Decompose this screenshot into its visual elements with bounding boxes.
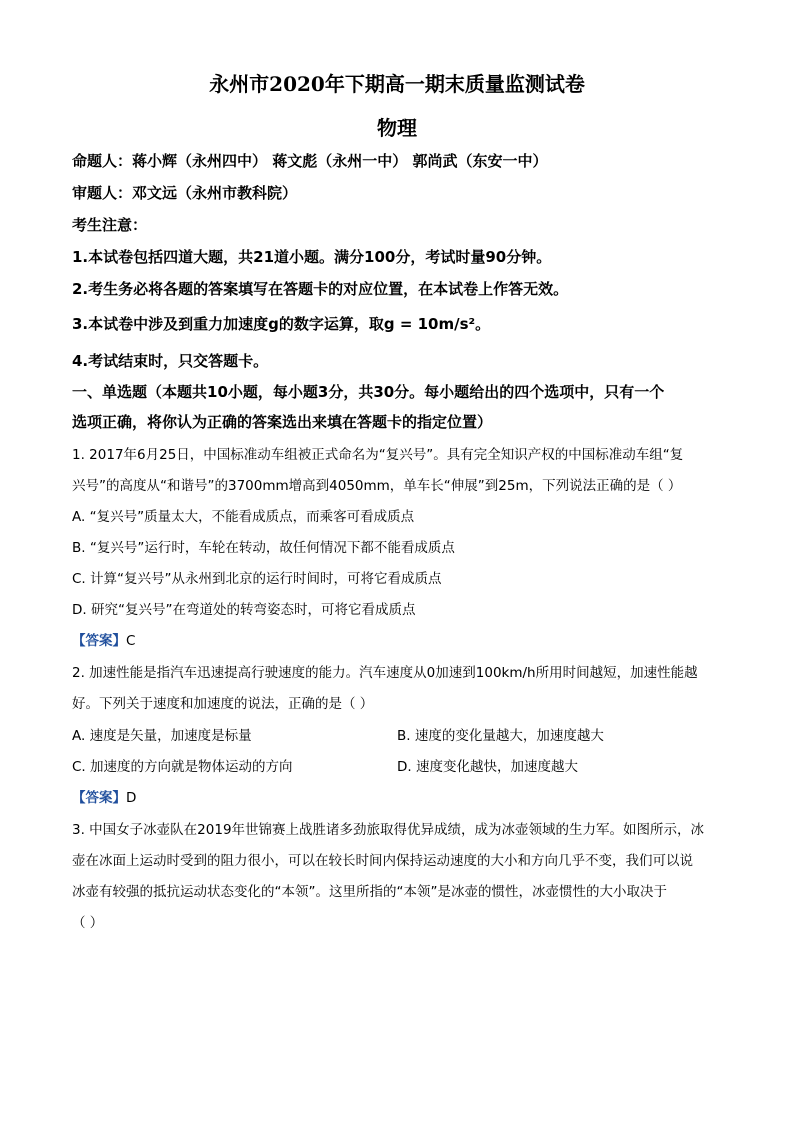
notice-item: 2.考生务必将各题的答案填写在答题卡的对应位置，在本试卷上作答无效。	[72, 280, 569, 298]
reviewer-line: 审题人：邓文远（永州市教科院）	[72, 184, 298, 202]
notice-heading: 考生注意：	[72, 216, 148, 234]
section-heading: 一、单选题（本题共10小题，每小题3分，共30分。每小题给出的四个选项中，只有一个	[72, 383, 665, 401]
subject-title: 物理	[377, 116, 417, 140]
option-b: B. “复兴号”运行时，车轮在转动，故任何情况下都不能看成质点	[72, 540, 455, 556]
writers-line: 命题人：蒋小辉（永州四中） 蒋文彪（永州一中） 郭尚武（东安一中）	[72, 152, 548, 170]
question-stem: 冰壶有较强的抵抗运动状态变化的“本领”。这里所指的“本领”是冰壶的惯性，冰壶惯性的大小取决于	[72, 884, 667, 900]
option-d: D. 研究“复兴号”在弯道处的转弯姿态时，可将它看成质点	[72, 602, 416, 618]
question-stem: 1. 2017年6月25日，中国标准动车组被正式命名为“复兴号”。具有完全知识产权的中国标准动车组“复	[72, 447, 684, 463]
answer-value: C	[126, 633, 136, 649]
section-heading: 选项正确，将你认为正确的答案选出来填在答题卡的指定位置）	[72, 413, 493, 431]
option-c: C. 加速度的方向就是物体运动的方向	[72, 759, 293, 775]
option-b: B. 速度的变化量越大，加速度越大	[397, 728, 604, 744]
answer-label: 【答案】	[72, 633, 126, 649]
option-d: D. 速度变化越快，加速度越大	[397, 759, 578, 775]
option-a: A. “复兴号”质量太大，不能看成质点，而乘客可看成质点	[72, 509, 415, 525]
answer-value: D	[126, 790, 137, 806]
option-a: A. 速度是矢量，加速度是标量	[72, 728, 252, 744]
question-stem: 好。下列关于速度和加速度的说法，正确的是（ ）	[72, 696, 374, 712]
question-stem: 3. 中国女子冰壶队在2019年世锦赛上战胜诸多劲旅取得优异成绩，成为冰壶领域的生力军。如图所示，冰	[72, 822, 705, 838]
option-c: C. 计算“复兴号”从永州到北京的运行时间时，可将它看成质点	[72, 571, 442, 587]
question-stem: 2. 加速性能是指汽车迅速提高行驶速度的能力。汽车速度从0加速到100km/h所用时间越短，加速性能越	[72, 665, 698, 681]
question-stem: 壶在冰面上运动时受到的阻力很小，可以在较长时间内保持运动速度的大小和方向几乎不变，我们可以说	[72, 853, 693, 869]
answer-line	[72, 629, 135, 649]
exam-title: 永州市2020年下期高一期末质量监测试卷	[209, 72, 585, 96]
notice-item: 3.本试卷中涉及到重力加速度g的数字运算，取g = 10m/s²。	[72, 315, 491, 333]
answer-label: 【答案】	[72, 790, 126, 806]
notice-item: 4.考试结束时，只交答题卡。	[72, 352, 269, 370]
question-stem: （ ）	[72, 915, 104, 931]
answer-line	[72, 786, 136, 806]
question-stem: 兴号”的高度从“和谐号”的3700mm增高到4050mm，单车长“伸展”到25m，下列说法正确的是（ ）	[72, 478, 682, 494]
notice-item: 1.本试卷包括四道大题，共21道小题。满分100分，考试时量90分钟。	[72, 248, 552, 266]
